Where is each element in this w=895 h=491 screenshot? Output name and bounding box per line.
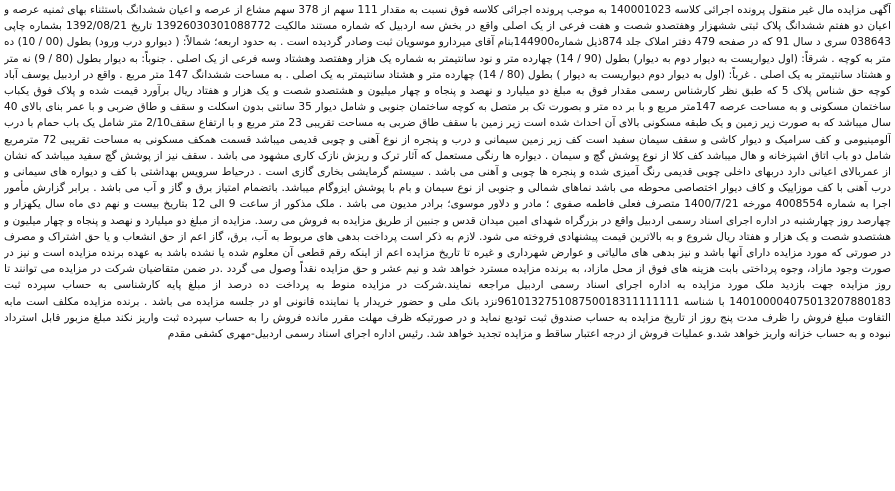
notice-text: آگهی مزایده مال غیر منقول پرونده اجرائی کلاسه 140001023 به موجب پرونده اجرائی کلاسه فوق نسبت به مقدار 111 سهم از 378 سهم مشاع از عرصه و اعیان ششدانگ باستثناء بهای ثمنیه عرصه و اعیان دو هفتم ششدانگ پلاک ثبتی ششهزار وهفتصدو شصت و هفت فرعی از یک اصلی واقع در بخش سه اردبیل که شماره مستند مالکیت 13926030301088772 تاریخ 1392/08/21 بشماره چاپی 038643 سری د سال 91 که در صفحه 479 دفتر املاک جلد 874ذیل شماره144900بنام آقای میردارو موسویان ثبت وصادر گردیده است . به حدود اربعه؛ شمالاً: ( دیوارو درب ورود) بطول (00 / 10) ده متر به کوچه . شرقاً: (اول دیواریست به دیوار دوم به دیوار) بطول (90 / 14) چهارده متر و نود سانتیمتر به شماره یک هزار وهفتصد وهشتاد وسه فرعی از یک اصلی . جنوباً: به دیوار بطول (80 / 9) نه متر و هشتاد سانتیمتر به یک اصلی . غرباً: (اول به دیوار دوم دیواریست به دیوار ) بطول (80 / 14) چهارده متر و هشتاد سانتیمتر به یک اصلی . به مساحت ششدانگ 147 متر مربع . واقع در اردبیل یوسف آباد کوچه حق شناس پلاک 5 که طبق نظر کارشناس رسمی مقدار فوق به مبلغ دو میلیارد و نهصد و پنجاه و چهار میلیون و هشتصدو شصت و یک هزار و هفتاد ریال برآورد قیمت شده و پلاک فوق یکباب ساختمان مسکونی و به مساحت عرصه 147متر مربع و با بر ده متر و بصورت تک بر متصل به کوچه ساختمان جنوبی و شامل دیوار 35 سانتی بدون اسکلت و سقف و طاق ضربی و با عمر بنای بالای 40 سال میباشد که به صورت زیر زمین و یک طبقه مسکونی بالای آن احداث شده است زیر زمین با سقف طاق ضربی به مساحت تقریبی 23 متر مربع و با ارتفاع سقف2/10 متر شامل یک باب حمام با درب آلومینیومی و کف سرامیک و دیوار کاشی و سقف سیمان سفید است کف زیر زمین سیمانی و درب و پنجره از نوع آهنی و چوبی قدیمی میباشد قسمت همکف مسکونی به مساحت تقریبی 72 مترمربع شامل دو باب اتاق اشپزخانه و هال میباشد کف کلا از نوع پوشش گچ و سیمان . دیواره ها رنگی مستعمل که آثار ترک و ریزش نازک کاری مشهود می باشد . سقف نیز از پوشش گچ سفید میباشد که نشان از عمربالای اعیانی دارد دربهای داخلی چوبی قدیمی رنگ آمیزی شده و پنجره ها چوبی و آهنی می باشد . سیستم گرمایشی بخاری گازی است . درحیاط سرویس بهداشتی با کف و دیواره های سیمانی و درب آهنی با کف موزاییک و کاف دیوار اختصاصی محوطه می باشد نماهای شمالی و جنوبی از نوع سیمان و بام با پوشش ایزوگام میباشد. باتضمام امتیاز برق و گاز و آب می باشد . برابر گزارش مأمور اجرا به شماره 4008554 مورخه 1400/7/21 متصرف فعلی فاطمه صفوی ؛ مادر و دلاور موسوی؛ برادر مدیون می باشد . ملک مذکور از ساعت 9 الی 12 بتاریخ بیست و نهم دی ماه سال یکهزار و چهارصد روز چهارشنبه در اداره اجرای اسناد رسمی اردبیل واقع در بزرگراه شهدای امین میدان قدس و جنبین از طریق مزایده به فروش می رسد. مزایده از مبلغ دو میلیارد و نهصد و پنجاه و چهار میلیون و هشتصدو شصت و یک هزار و هفتاد ریال شروع و به بالاترین قیمت پیشنهادی فروخته می شود. لازم به ذکر است پرداخت بدهی های مربوط به آب، برق، گاز اعم از حق انشعاب و یا حق اشتراک و مصرف در صورتی که مورد مزایده دارای آنها باشد و نیز بدهی های مالیاتی و عوارض شهرداری و غیره تا تاریخ مزایده اعم از اینکه رقم قطعی آن معلوم شده یا نشده باشد به عهده برنده مزایده است و نیز در صورت وجود مازاد، وجوه پرداختی بابت هزینه های فوق از محل مازاد، به برنده مزایده مسترد خواهد شد و نیم عشر و حق مزایده نقداً وصول می گردد .در ضمن متقاضیان شرکت در مزایده می توانند تا روز مزایده جهت بازدید ملک مورد مزایده به اداره اجرای اسناد رسمی اردبیل مراجعه نمایند.شرکت در مزایده منوط به پرداخت ده درصد از مبلغ پایه کارشناسی به حساب سپرده ثبت 140100004075013207880183 با شناسه 961013275108750018311111111نزد بانک ملی و حضور خریدار یا نماینده قانونی او در جلسه مزایده می باشد . برنده مزایده مکلف است مابه التفاوت مبلغ فروش را ظرف مدت پنج روز از تاریخ مزایده به حساب صندوق ثبت تودیع نماید و در صورتیکه ظرف مهلت مقرر مانده فروش را به حساب سپرده ثبت واریز نکند مبلغ مزبور قابل استرداد نبوده و به حساب خزانه واریز خواهد شد.و عملیات فروش از درجه اعتبار ساقط و مزایده تجدید خواهد شد. رئیس اداره اجرای اسناد رسمی اردبیل-مهری کشفی مقدم	[4, 4, 891, 341]
auction-notice	[4, 2, 891, 489]
